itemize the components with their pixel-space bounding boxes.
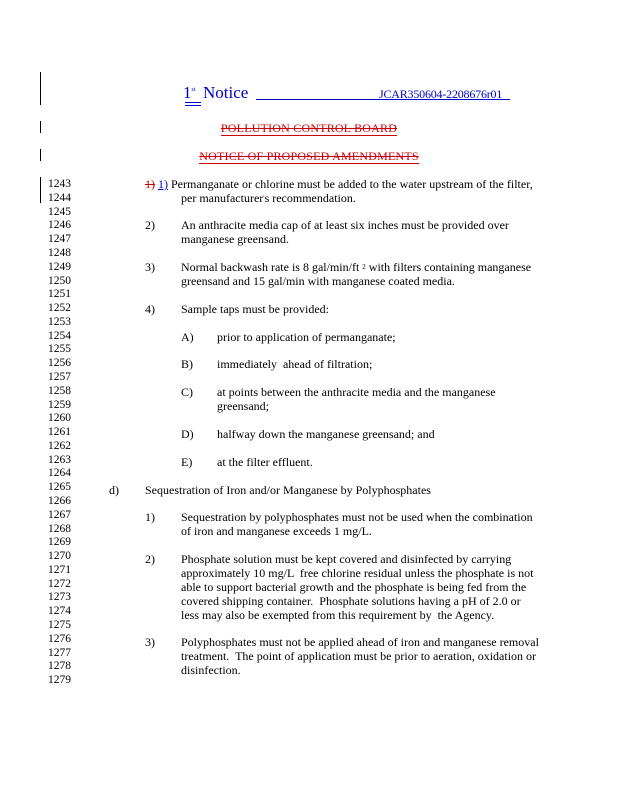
item-text: less may also be exempted from this requirement by the Agency. [181, 608, 495, 622]
line-number: 1261 [48, 426, 71, 438]
line-number: 1260 [48, 412, 71, 425]
subitem-label: A) [181, 330, 194, 344]
deleted-item-number: 1) [145, 177, 155, 191]
item-number: 3) [145, 635, 155, 649]
item-text: greensand and 15 gal/min with manganese coated media. [181, 274, 455, 288]
inserted-item-number: 1) [158, 177, 168, 191]
page-header [183, 80, 513, 110]
item-text: An anthracite media cap of at least six inches must be provided over [181, 218, 509, 232]
line-number: 1244 [48, 191, 71, 204]
document-id: JCAR350604-2208676r01 [379, 87, 503, 101]
subitem-text: at points between the anthracite media and the manganese [217, 385, 496, 399]
item-text: disinfection. [181, 663, 241, 677]
line-number: 1252 [48, 302, 71, 314]
line-number: 1262 [48, 439, 71, 452]
item-text: Sequestration by polyphosphates must not be used when the combination [181, 510, 533, 524]
subitem-text: halfway down the manganese greensand; and [217, 427, 435, 441]
line-number: 1270 [48, 550, 71, 563]
line-number: 1256 [48, 357, 71, 370]
line-number: 1274 [48, 605, 71, 618]
double-underline [185, 102, 201, 103]
subitem-text: immediately ahead of filtration; [217, 357, 373, 371]
section-label: d) [109, 483, 119, 497]
subitem-text: prior to application of permanganate; [217, 330, 396, 344]
section-title: Sequestration of Iron and/or Manganese by Polyphosphates [145, 483, 431, 497]
line-number: 1255 [48, 343, 71, 356]
line-number: 1257 [48, 370, 71, 383]
item-number: 4) [145, 302, 155, 316]
item-text: covered shipping container. Phosphate solutions having a pH of 2.0 or [181, 594, 521, 608]
subitem-label: D) [181, 427, 194, 441]
item-number: 1) [145, 510, 155, 524]
item-text: Sample taps must be provided: [181, 302, 329, 316]
subitem-label: E) [181, 455, 193, 469]
item-text: approximately 10 mg/L free chlorine residual unless the phosphate is not [181, 566, 534, 580]
subitem-label: B) [181, 357, 193, 371]
line-number: 1248 [48, 246, 71, 259]
line-number: 1273 [48, 591, 71, 604]
item-number: 3) [145, 260, 155, 274]
line-number: 1245 [48, 205, 71, 218]
line-number: 1250 [48, 274, 71, 287]
line-number: 1279 [48, 674, 71, 687]
revision-bar [40, 72, 41, 105]
line-number: 1259 [48, 398, 71, 411]
board-name: POLLUTION CONTROL BOARD [220, 121, 398, 135]
notice-title: Notice [203, 83, 249, 102]
notice-number: 1st [183, 83, 196, 102]
item-text: of iron and manganese exceeds 1 mg/L. [181, 524, 372, 538]
line-number: 1263 [48, 453, 71, 466]
line-number: 1246 [48, 219, 71, 232]
item-text: Permanganate or chlorine must be added to the water upstream of the filter, [171, 177, 533, 191]
item-number: 2) [145, 218, 155, 232]
line-number: 1272 [48, 577, 71, 590]
subitem-label: C) [181, 385, 193, 399]
item-text: Normal backwash rate is 8 gal/min/ft $^2$ with filters containing manganese [181, 260, 532, 274]
line-number: 1247 [48, 233, 71, 246]
item-text: per manufacturer's recommendation. [181, 191, 356, 205]
item-text: Phosphate solution must be kept covered and disinfected by carrying [181, 552, 512, 566]
item-number: 2) [145, 552, 155, 566]
line-number: 1276 [48, 632, 71, 645]
subitem-text: at the filter effluent. [217, 455, 313, 469]
line-number: 1253 [48, 315, 71, 328]
line-number: 1269 [48, 536, 71, 549]
revision-bar [40, 177, 41, 203]
item-text: manganese greensand. [181, 232, 289, 246]
line-number: 1258 [48, 384, 71, 397]
line-number: 1277 [48, 646, 71, 659]
item-text: treatment. The point of application must be prior to aeration, oxidation or [181, 649, 537, 663]
line-number: 1275 [48, 619, 71, 631]
item-text: able to support bacterial growth and the phosphate is being fed from the [181, 580, 527, 594]
notice-heading: NOTICE OF PROPOSED AMENDMENTS [199, 149, 419, 163]
line-number: 1264 [48, 467, 71, 480]
line-number: 1271 [48, 563, 71, 576]
line-number: 1267 [48, 508, 71, 521]
item-text: Polyphosphates must not be applied ahead of iron and manganese removal [181, 635, 539, 649]
subitem-text: greensand; [217, 399, 269, 413]
line-number: 1265 [48, 481, 71, 494]
line-number: 1243 [48, 178, 71, 190]
double-underline [185, 105, 201, 106]
line-number: 1254 [48, 329, 71, 342]
line-number: 1266 [48, 494, 71, 507]
line-number: 1249 [48, 260, 71, 273]
line-number: 1278 [48, 660, 71, 673]
line-number: 1268 [48, 522, 71, 535]
line-number: 1251 [48, 288, 71, 301]
